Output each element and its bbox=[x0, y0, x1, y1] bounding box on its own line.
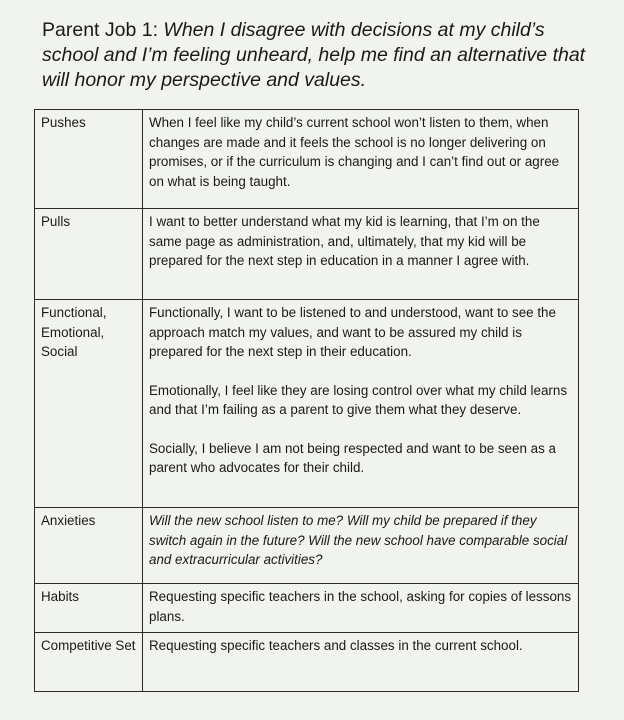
pulls-label: Pulls bbox=[35, 209, 143, 300]
emotional-text: Emotionally, I feel like they are losing control over what my child learns and that I’m failing as a parent to give them what they deserve. bbox=[149, 382, 568, 417]
table-row-anxieties bbox=[35, 508, 579, 584]
page-title bbox=[42, 18, 602, 93]
habits-text: Requesting specific teachers in the school, asking for copies of lessons plans. bbox=[143, 584, 579, 633]
title-job-statement: When I disagree with decisions at my child’s school and I’m feeling unheard, help me find an alternative that will honor my perspective and values. bbox=[42, 19, 586, 91]
table-row-pulls bbox=[35, 209, 579, 300]
table-row-habits bbox=[35, 584, 579, 633]
pushes-label: Pushes bbox=[35, 110, 143, 209]
pulls-text: I want to better understand what my kid is learning, that I’m on the same page as administration, and, ultimately, that my kid will be prepared for the next step in education in a manner I agree with. bbox=[143, 209, 579, 300]
table-row-pushes bbox=[35, 110, 579, 209]
title-prefix: Parent Job 1: bbox=[42, 19, 164, 41]
competitive-set-text: Requesting specific teachers and classes in the current school. bbox=[143, 633, 579, 692]
anxieties-text: Will the new school listen to me? Will my child be prepared if they switch again in the future? Will the new school have comparable social and extracurricular activities? bbox=[143, 508, 579, 584]
social-text: Socially, I believe I am not being respected and want to be seen as a parent who advocates for their child. bbox=[149, 440, 556, 475]
functional-emotional-social-label: Functional, Emotional, Social bbox=[35, 300, 143, 508]
anxieties-label: Anxieties bbox=[35, 508, 143, 584]
functional-emotional-social-cell bbox=[143, 300, 579, 508]
pushes-text: When I feel like my child’s current school won’t listen to them, when changes are made and it feels the school is no longer delivering on promises, or if the curriculum is changing and I can’t find out or agree on what is being taught. bbox=[143, 110, 579, 209]
job-table bbox=[34, 109, 579, 692]
table-row-functional-emotional-social bbox=[35, 300, 579, 508]
functional-text: Functionally, I want to be listened to and understood, want to see the approach match my values, and want to be assured my child is prepared for the next step in their education. bbox=[149, 305, 556, 359]
habits-label: Habits bbox=[35, 584, 143, 633]
table-row-competitive-set bbox=[35, 633, 579, 692]
competitive-set-label: Competitive Set bbox=[35, 633, 143, 692]
